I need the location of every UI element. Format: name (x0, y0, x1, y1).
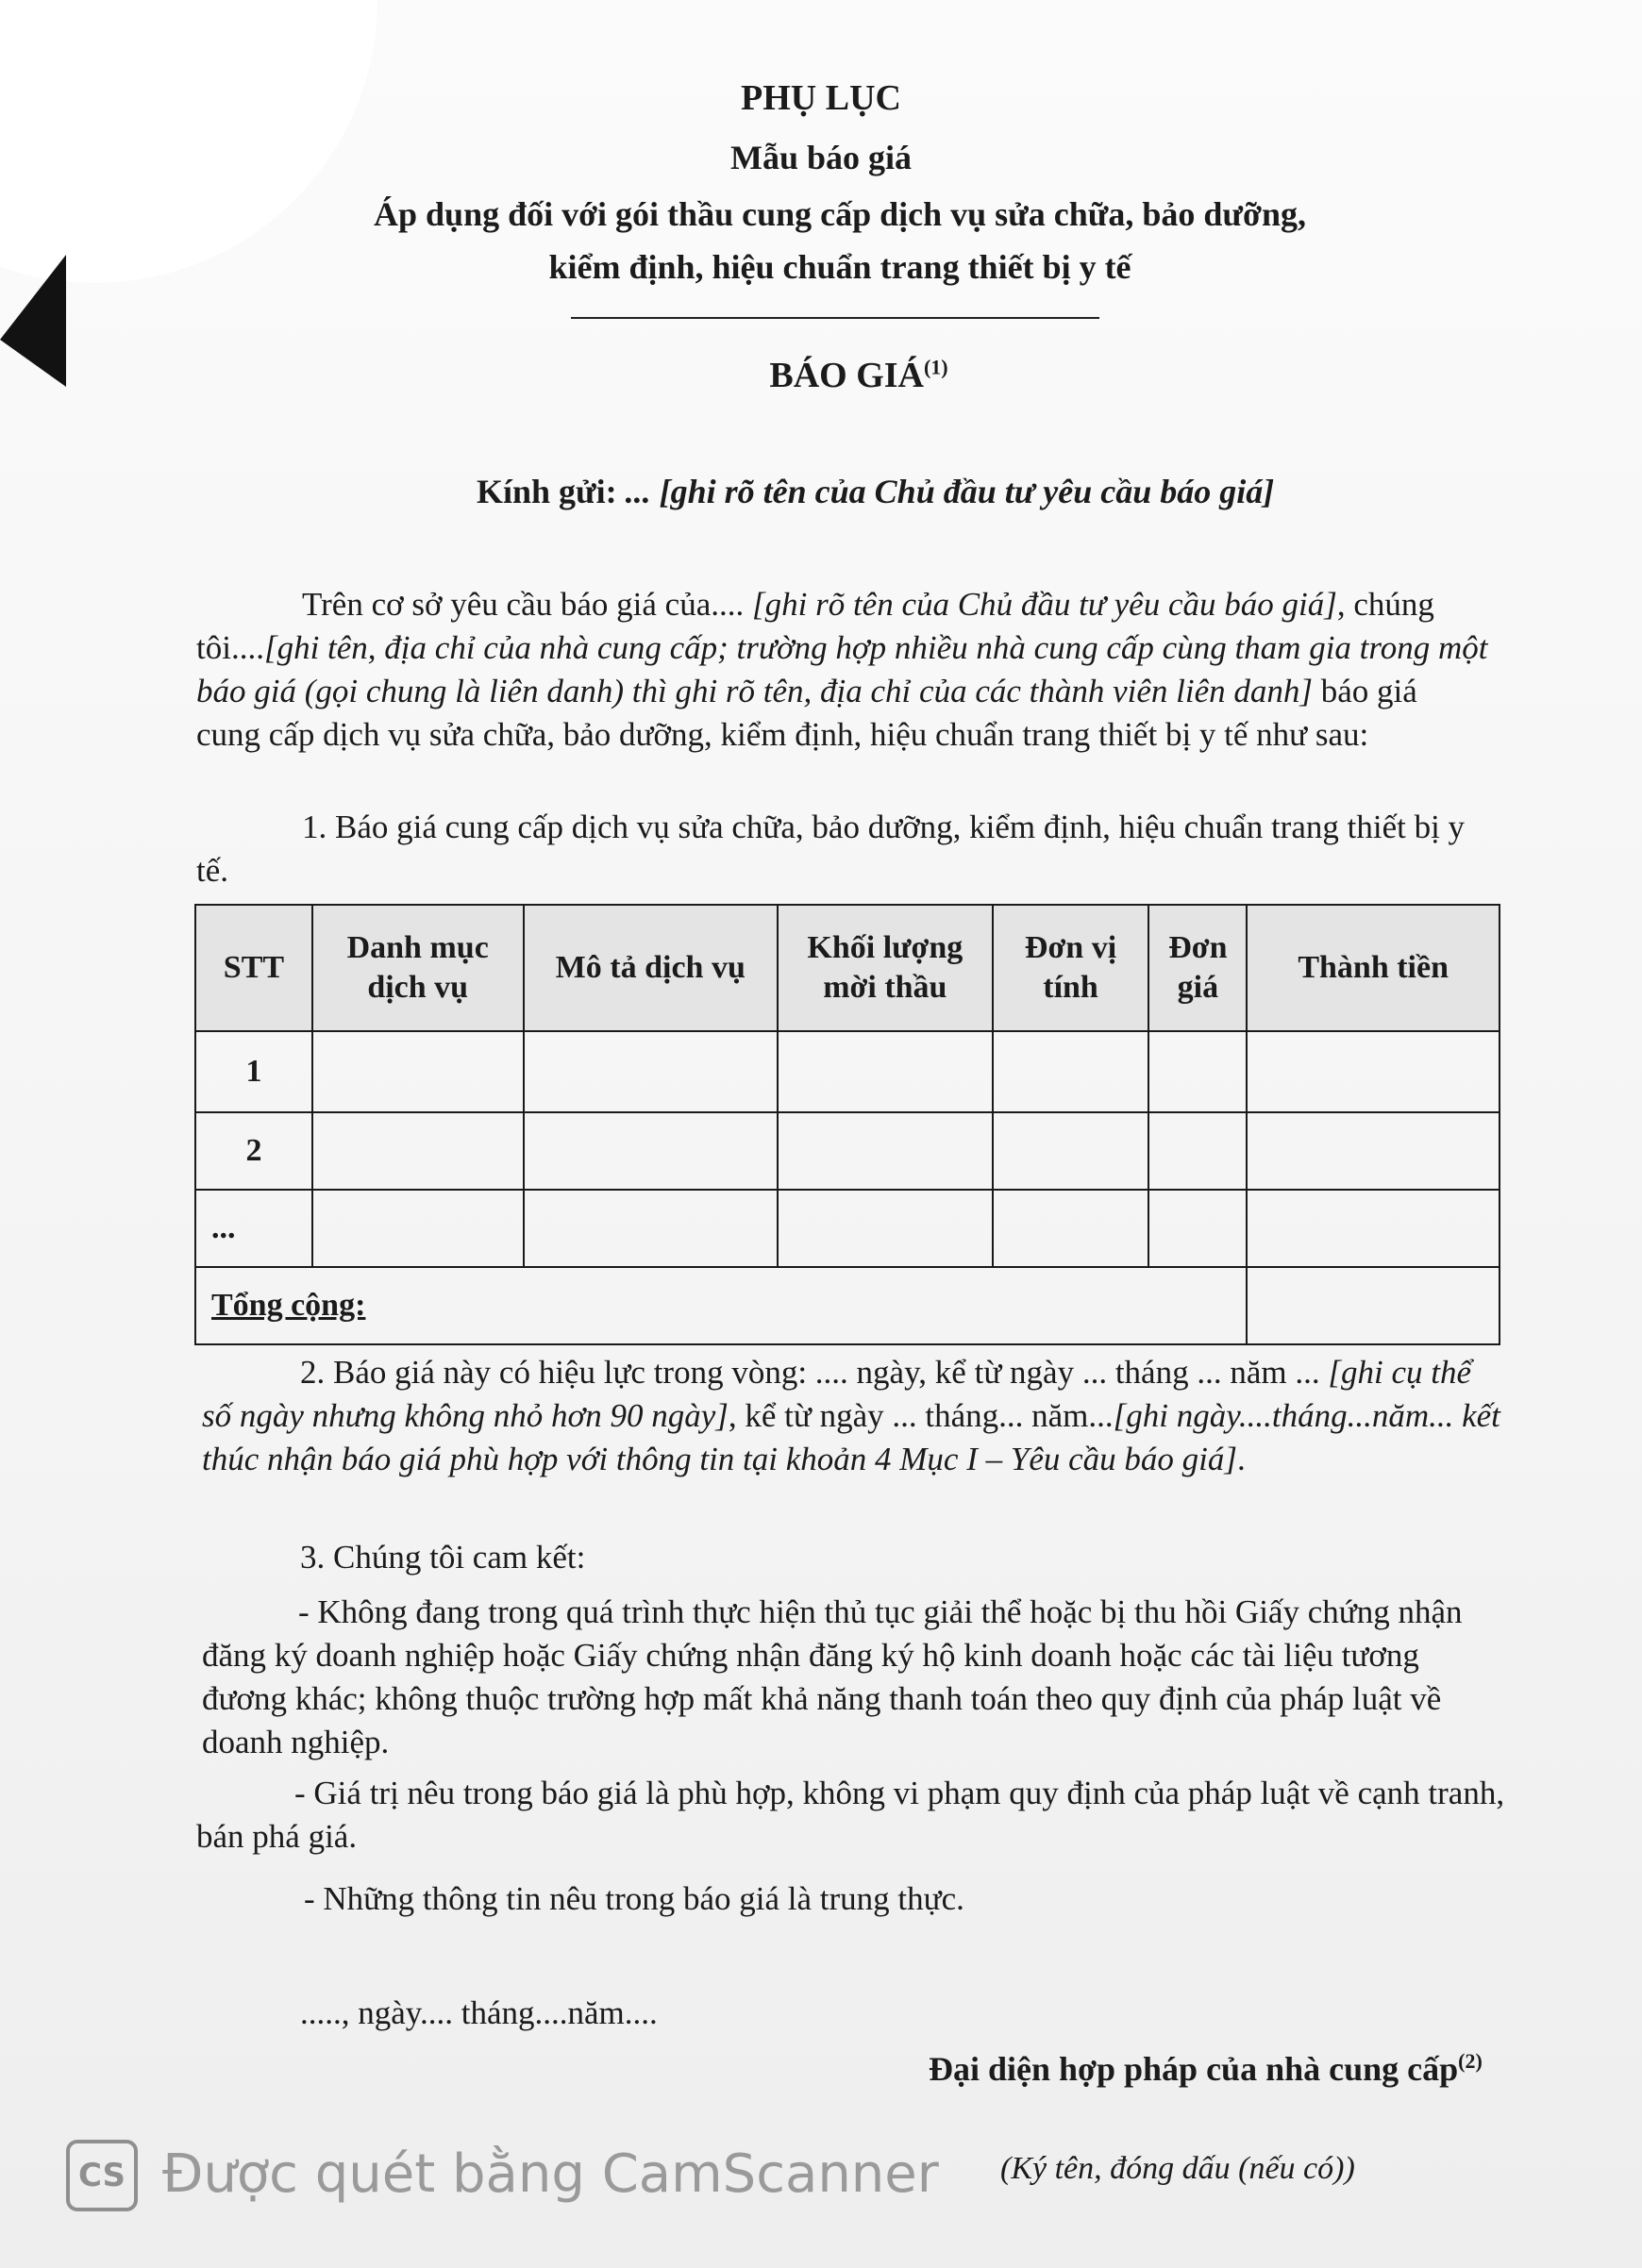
intro-text-5: báo giá cung cấp dịch vụ sửa chữa, bảo dưỡng, kiểm định, hiệu chuẩn trang thiết bị y tế như sau: (196, 673, 1417, 753)
addressee-value: ... [ghi rõ tên của Chủ đầu tư yêu cầu báo giá] (625, 473, 1275, 510)
intro-text-3: , chúng tôi.... (196, 586, 1434, 666)
header-amount: Thành tiền (1247, 905, 1500, 1031)
section-2-text-2: [ghi cụ thể số ngày nhưng không nhỏ hơn 90 ngày] (202, 1354, 1471, 1434)
table-row (195, 1190, 1500, 1267)
header-stt: STT (195, 905, 312, 1031)
commitment-item-1: - Không đang trong quá trình thực hiện thủ tục giải thể hoặc bị thu hồi Giấy chứng nhận đăng ký doanh nghiệp hoặc Giấy chứng nhận đăng ký hộ kinh doanh hoặc các tài liệu tương đương khác; không thuộc trường hợp mất khả năng thanh toán theo quy định của pháp luật về doanh nghiệp. (202, 1593, 1463, 1760)
commitment-item-3: - Những thông tin nêu trong báo giá là trung thực. (304, 1880, 964, 1917)
representative-title (929, 2049, 1483, 2089)
apply-line-2: kiểm định, hiệu chuẩn trang thiết bị y tế (548, 248, 1131, 286)
total-label: Tổng cộng: (195, 1267, 1247, 1344)
header-unit: Đơn vị tính (993, 905, 1149, 1031)
quote-title-text: BÁO GIÁ (769, 356, 924, 395)
table-cell (778, 1031, 993, 1112)
table-cell (312, 1031, 524, 1112)
table-cell (312, 1190, 524, 1267)
total-amount-cell (1247, 1267, 1500, 1344)
intro-text-2: [ghi rõ tên của Chủ đầu tư yêu cầu báo giá] (751, 586, 1337, 623)
apply-line-1: Áp dụng đối với gói thầu cung cấp dịch vụ sửa chữa, bảo dưỡng, (374, 195, 1306, 233)
table-cell (1247, 1031, 1500, 1112)
signature-note: (Ký tên, đóng dấu (nếu có)) (1000, 2151, 1355, 2186)
header-unit-price: Đơn giá (1148, 905, 1247, 1031)
appendix-title: PHỤ LỤC (741, 78, 901, 118)
date-line: ....., ngày.... tháng....năm.... (300, 1994, 658, 2031)
row-number: 1 (195, 1031, 312, 1112)
table-cell (993, 1190, 1149, 1267)
table-cell (524, 1112, 778, 1190)
camscanner-logo-icon: CS (66, 2140, 138, 2211)
section-3-heading: 3. Chúng tôi cam kết: (300, 1539, 586, 1576)
title-divider (571, 317, 1099, 319)
table-cell (1148, 1190, 1247, 1267)
header-service-category: Danh mục dịch vụ (312, 905, 524, 1031)
quote-table (194, 904, 1500, 1345)
section-2-paragraph (202, 1351, 1504, 1481)
intro-text-1: Trên cơ sở yêu cầu báo giá của.... (302, 586, 752, 623)
table-cell (778, 1112, 993, 1190)
table-cell (524, 1031, 778, 1112)
form-subtitle: Mẫu báo giá (729, 139, 913, 176)
table-cell (993, 1031, 1149, 1112)
quote-footnote-ref: (1) (923, 355, 948, 379)
quote-title (38, 355, 1642, 396)
table-cell (312, 1112, 524, 1190)
table-cell (1148, 1112, 1247, 1190)
intro-paragraph (196, 583, 1489, 757)
table-cell (778, 1190, 993, 1267)
section-2-text-3: , kể từ ngày ... tháng... năm... (728, 1397, 1114, 1434)
camscanner-watermark: Được quét bằng CamScanner (162, 2143, 939, 2205)
section-2-text-4: [ghi ngày....tháng...năm... kết thúc nhận báo giá phù hợp với thông tin tại khoản 4 Mục I – Yêu cầu báo giá] (202, 1397, 1500, 1477)
table-cell (1247, 1190, 1500, 1267)
row-number: 2 (195, 1112, 312, 1190)
commitment-item-2: - Giá trị nêu trong báo giá là phù hợp, không vi phạm quy định của pháp luật về cạnh tranh, bán phá giá. (196, 1775, 1505, 1855)
table-cell (1247, 1112, 1500, 1190)
section-2-text-1: 2. Báo giá này có hiệu lực trong vòng: .... ngày, kể từ ngày ... tháng ... năm ... (300, 1354, 1329, 1391)
table-cell (1148, 1031, 1247, 1112)
table-cell (993, 1112, 1149, 1190)
section-2-text-5: . (1236, 1441, 1246, 1477)
table-row (195, 1112, 1500, 1190)
header-quantity: Khối lượng mời thầu (778, 905, 993, 1031)
representative-footnote-ref: (2) (1458, 2049, 1483, 2073)
intro-text-4: [ghi tên, địa chỉ của nhà cung cấp; trường hợp nhiều nhà cung cấp cùng tham gia trong một báo giá (gọi chung là liên danh) thì ghi rõ tên, địa chỉ của các thành viên liên danh] (196, 629, 1488, 709)
representative-text: Đại diện hợp pháp của nhà cung cấp (929, 2050, 1459, 2088)
addressee-label: Kính gửi: (477, 473, 617, 510)
table-row (195, 1031, 1500, 1112)
table-cell (524, 1190, 778, 1267)
table-header-row (195, 905, 1500, 1031)
row-number: ... (195, 1190, 312, 1267)
section-1-heading: 1. Báo giá cung cấp dịch vụ sửa chữa, bảo dưỡng, kiểm định, hiệu chuẩn trang thiết bị y tế. (196, 809, 1466, 889)
addressee-line (477, 472, 1274, 511)
header-service-description: Mô tả dịch vụ (524, 905, 778, 1031)
total-row (195, 1267, 1500, 1344)
